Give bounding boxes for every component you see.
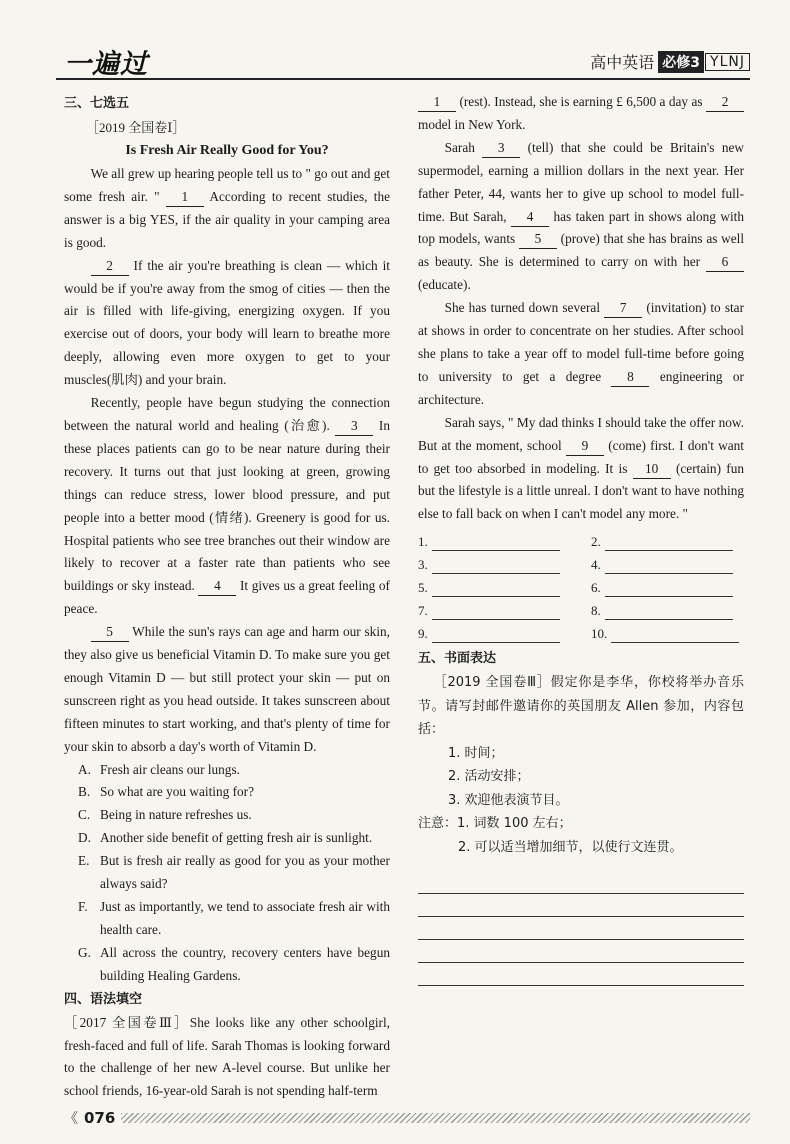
prompt-item: 3. 欢迎他表演节目。 [448, 792, 569, 808]
paragraph-text: Sarah says, " My dad thinks I should take the offer now. But at the moment, school [418, 414, 744, 453]
blank-3: 3 [335, 417, 373, 436]
answer-number: 7. [418, 603, 428, 619]
section-5-source: ［2019 全国卷Ⅲ］ [433, 675, 551, 691]
prompt-item: 1. 时间； [448, 745, 504, 761]
page-number: 076 [84, 1109, 116, 1127]
paragraph-3 [64, 392, 390, 621]
option-letter: C. [78, 807, 91, 823]
book-logo: 一遍过 [64, 49, 148, 80]
note-line-2: 2. 可以适当增加细节，以使行文连贯。 [458, 839, 683, 855]
writing-line[interactable] [418, 871, 744, 894]
paragraph-text: It gives us a great feeling of peace. [64, 578, 390, 617]
answer-number: 3. [418, 557, 428, 573]
note-line-1: 注意：1. 词数 100 左右； [418, 816, 572, 832]
answer-number: 8. [591, 603, 601, 619]
grammar-blank-10: 10 [633, 460, 671, 479]
hint-word: (rest). [459, 94, 491, 109]
answer-blank[interactable] [605, 581, 733, 597]
grammar-paragraph-2 [418, 137, 744, 297]
option-a [64, 759, 390, 782]
paragraph-text: Sarah [444, 139, 475, 155]
paragraph-text: If the air you're breathing is clean — which it would be if you're away from the smog of cities — then the air is filled with life-giving, energizing oxygen. If you exercise out of doors, your body will learn to breathe more deeply, allowing even more oxygen to get to your muscles(肌肉) and your brain. [64, 257, 390, 388]
blank-5: 5 [91, 623, 129, 642]
subject-label: 高中英语 [590, 53, 655, 72]
paragraph-text: Instead, she is earning £ 6,500 a day as [494, 94, 703, 109]
blank-1: 1 [166, 188, 204, 207]
paragraph-text: Recently, people have begun studying the connection between the natural world and healing (治愈). [64, 395, 390, 433]
option-g [64, 942, 390, 988]
option-b [64, 781, 390, 804]
paragraph-text: that she has brains as well as beauty. She is determined to carry on with her [418, 231, 745, 270]
double-left-arrow-icon: 《 [64, 1111, 78, 1127]
option-text: Another side benefit of getting fresh air is sunlight. [100, 830, 373, 846]
section-5-heading: 五、书面表达 [418, 651, 497, 667]
option-text: Just as importantly, we tend to associate fresh air with health care. [100, 899, 390, 937]
grammar-blank-2: 2 [706, 93, 744, 112]
grammar-paragraph-4 [418, 412, 744, 527]
option-f [64, 896, 390, 942]
paragraph-text: In these places patients can go to be near nature during their recovery. It turns out that just looking at green, growing things can reduce stress, lower blood pressure, and put people into a better mood (情绪). Greenery is good for us. Hospital patients who see tree branches out their window are likely to recover at a faster rate than patients who see buildings or sky instead. [64, 417, 390, 594]
answer-blank[interactable] [432, 535, 560, 551]
blank-2: 2 [91, 257, 129, 276]
answer-line[interactable] [418, 555, 581, 574]
answer-blank[interactable] [432, 604, 560, 620]
writing-prompt [418, 671, 744, 742]
paragraph-text: to star at shows in order to concentrate on her studies. After school she plans to take a year off to model full-time before going to university to get a degree [418, 300, 745, 384]
answer-line[interactable] [581, 532, 744, 551]
hint-word: (come) [608, 437, 646, 453]
option-letter: A. [78, 761, 91, 777]
paragraph-text: that she could be Britain's new supermodel, earning a million dollars in the next year. Her father Peter, 44, wants her to give up school to model full-time. But Sarah, [418, 139, 744, 224]
paragraph-text: engineering or architecture. [418, 368, 744, 407]
answer-line[interactable] [418, 532, 581, 551]
paragraph-text: has taken part in shows along with top models, wants [418, 208, 745, 247]
option-letter: B. [78, 784, 91, 800]
section-3-source: ［2019 全国卷Ⅰ］ [86, 120, 186, 135]
prompt-item: 2. 活动安排； [448, 769, 530, 785]
grammar-blank-1: 1 [418, 93, 456, 112]
hint-word: (invitation) [646, 300, 707, 316]
prompt-text: 假定你是李华，你校将举办音乐节。请写封邮件邀请你的英国朋友 Allen 参加，内容包括： [418, 675, 744, 738]
page-header [56, 40, 750, 80]
option-c [64, 804, 390, 827]
answer-line[interactable] [418, 624, 581, 643]
grammar-blank-3: 3 [482, 139, 520, 158]
option-text: But is fresh air really as good for you as your mother always said? [100, 853, 390, 892]
answer-number: 1. [418, 534, 428, 550]
paragraph-text: model in New York. [418, 116, 526, 132]
paragraph-text: She has turned down several [444, 300, 601, 316]
paragraph-text: fun but the lifestyle is a little unreal. I don't want to have nothing else to fall back on when I can't model any more. " [418, 460, 745, 522]
options-list [64, 759, 390, 988]
paragraph-text: first. I don't want to get too absorbed in modeling. It is [418, 437, 745, 476]
answer-blank[interactable] [605, 558, 733, 574]
grammar-blank-9: 9 [566, 437, 604, 456]
writing-area[interactable] [418, 871, 744, 986]
section-4-source: ［2017 全国卷Ⅲ］ [64, 1014, 190, 1030]
answer-blank[interactable] [432, 581, 560, 597]
answer-line[interactable] [581, 555, 744, 574]
grammar-blank-7: 7 [604, 299, 642, 318]
answer-number: 9. [418, 626, 428, 642]
answer-blank[interactable] [611, 627, 739, 643]
option-text: So what are you waiting for? [100, 784, 254, 800]
writing-line[interactable] [418, 963, 744, 986]
right-column [418, 92, 744, 986]
edition-code-badge: YLNJ [705, 53, 750, 71]
option-text: All across the country, recovery centers have begun building Healing Gardens. [100, 944, 390, 983]
section-4-heading: 四、语法填空 [64, 991, 143, 1007]
grammar-blank-5: 5 [519, 230, 557, 249]
option-letter: E. [78, 853, 90, 869]
volume-badge: 必修3 [658, 51, 704, 73]
answer-number: 10. [591, 626, 608, 642]
writing-line[interactable] [418, 917, 744, 940]
answer-line[interactable] [581, 601, 744, 620]
hint-word: (prove) [560, 231, 600, 247]
paragraph-1 [64, 163, 390, 255]
writing-line[interactable] [418, 940, 744, 963]
paragraph-text: We all grew up hearing people tell us to " go out and get some fresh air. " [64, 166, 390, 204]
answer-number: 2. [591, 534, 601, 550]
page-footer [64, 1110, 750, 1126]
answer-number: 5. [418, 580, 428, 596]
blank-4: 4 [198, 577, 236, 596]
answer-line[interactable] [418, 578, 581, 597]
answer-line[interactable] [418, 601, 581, 620]
grammar-blank-6: 6 [706, 253, 744, 272]
option-text: Being in nature refreshes us. [100, 807, 252, 823]
paragraph-text: While the sun's rays can age and harm our skin, they also give us beneficial Vitamin D. To make sure you get enough Vitamin D — but still protect your skin — put on sunscreen right as you head outside. It takes sunscreen about fifteen minutes to start working, and that's plenty of time for your skin to absorb a day's worth of Vitamin D. [64, 624, 390, 754]
answer-line[interactable] [581, 578, 744, 597]
answer-grid [418, 532, 744, 643]
option-letter: D. [78, 830, 91, 846]
grammar-blank-8: 8 [611, 368, 649, 387]
grammar-paragraph-3 [418, 297, 744, 412]
footer-hatch-bar [121, 1113, 750, 1123]
option-letter: G. [78, 944, 91, 960]
answer-number: 6. [591, 580, 601, 596]
option-text: Fresh air cleans our lungs. [100, 761, 240, 777]
article-title: Is Fresh Air Really Good for You? [125, 143, 329, 158]
grammar-paragraph-1-cont [418, 91, 744, 137]
answer-blank[interactable] [605, 535, 733, 551]
left-column [64, 92, 390, 1103]
answer-number: 4. [591, 557, 601, 573]
section-4-intro [64, 1012, 390, 1104]
option-d [64, 827, 390, 850]
answer-blank[interactable] [432, 558, 560, 574]
hint-word: (educate). [418, 277, 471, 293]
paragraph-4 [64, 621, 390, 758]
hint-word: (tell) [527, 139, 554, 155]
answer-line[interactable] [581, 624, 744, 643]
paragraph-2 [64, 255, 390, 392]
answer-blank[interactable] [432, 627, 560, 643]
header-book-info [590, 50, 750, 73]
answer-blank[interactable] [605, 604, 733, 620]
section-3-heading: 三、七选五 [64, 96, 130, 111]
paragraph-text: According to recent studies, the answer is a big YES, if the air quality in your camping area is good. [64, 188, 391, 250]
paragraph-text: She looks like any other schoolgirl, fresh-faced and full of life. Sarah Thomas is looking forward to the challenge of her new A-level course. But unlike her school friends, 16-year-old Sarah is not spending half-term [64, 1014, 390, 1099]
grammar-blank-4: 4 [511, 208, 549, 227]
hint-word: (certain) [675, 460, 721, 476]
option-letter: F. [78, 899, 88, 914]
option-e [64, 850, 390, 896]
writing-line[interactable] [418, 894, 744, 917]
